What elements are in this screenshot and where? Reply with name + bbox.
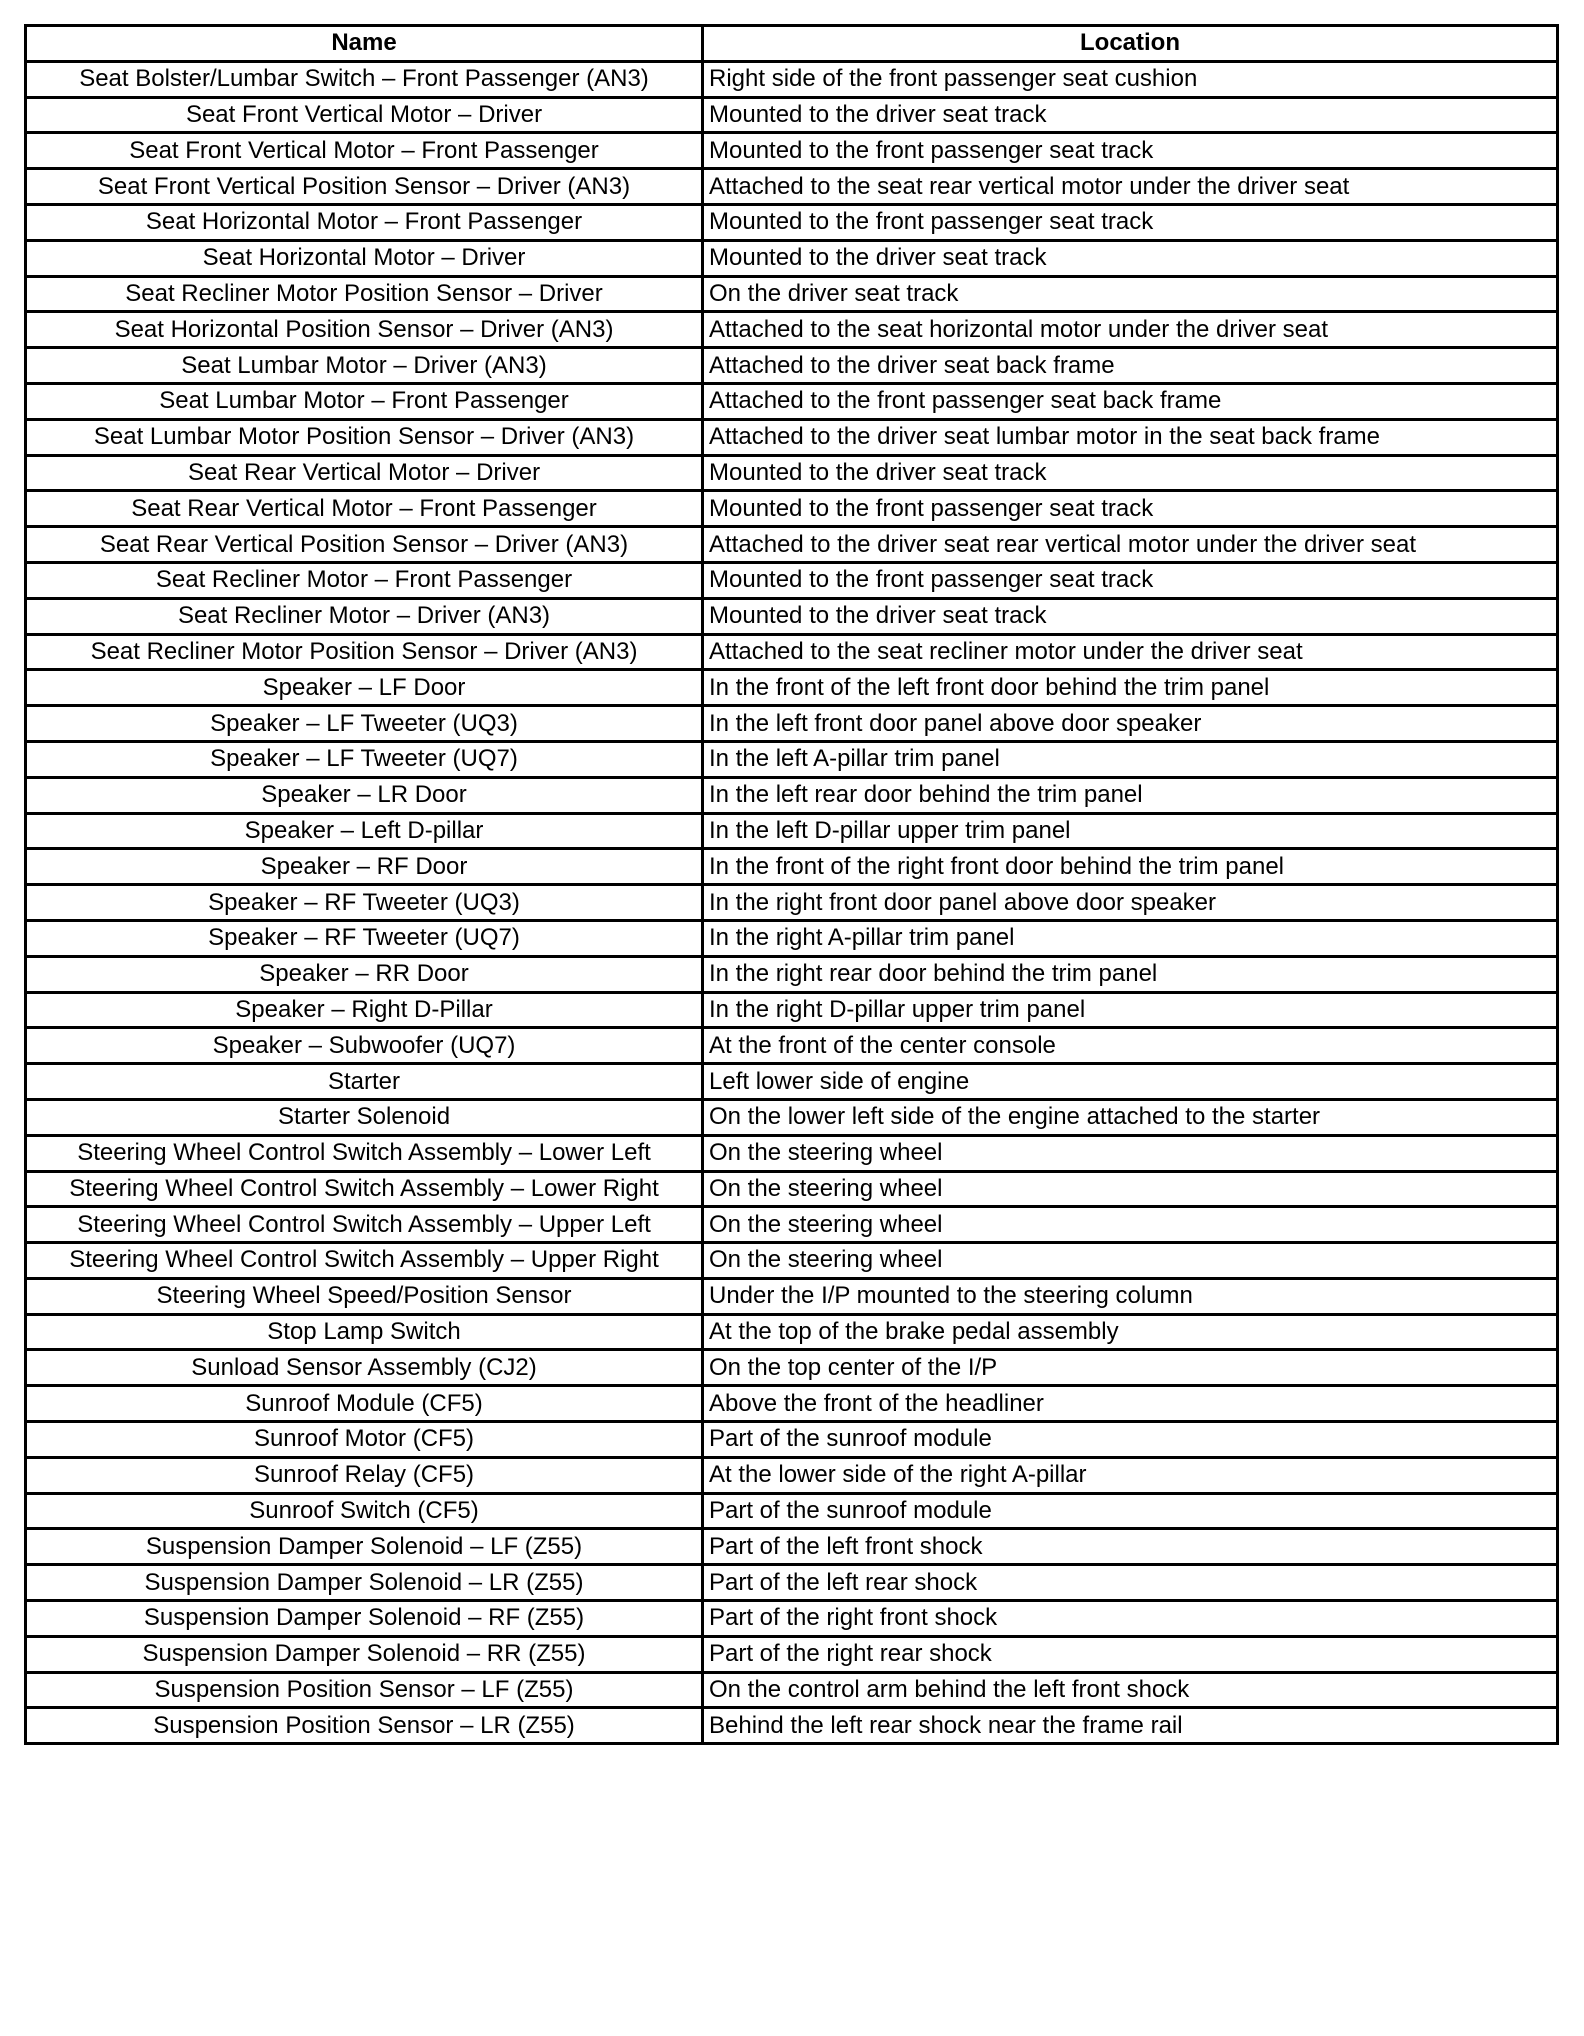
table-row — [26, 133, 1558, 169]
component-location-cell: At the top of the brake pedal assembly — [703, 1314, 1558, 1350]
component-location-cell: Part of the right rear shock — [703, 1636, 1558, 1672]
table-row — [26, 348, 1558, 384]
component-location-cell: On the steering wheel — [703, 1135, 1558, 1171]
component-location-cell: On the lower left side of the engine attached to the starter — [703, 1099, 1558, 1135]
component-name-cell: Seat Front Vertical Position Sensor – Driver (AN3) — [26, 169, 703, 205]
component-location-cell: Attached to the seat horizontal motor under the driver seat — [703, 312, 1558, 348]
component-location-cell: Mounted to the front passenger seat track — [703, 562, 1558, 598]
component-location-cell: Right side of the front passenger seat cushion — [703, 61, 1558, 97]
table-row — [26, 276, 1558, 312]
component-name-cell: Seat Horizontal Motor – Front Passenger — [26, 204, 703, 240]
table-row — [26, 455, 1558, 491]
component-name-cell: Suspension Position Sensor – LR (Z55) — [26, 1708, 703, 1744]
component-location-cell: Attached to the driver seat back frame — [703, 348, 1558, 384]
table-row — [26, 920, 1558, 956]
component-location-cell: On the driver seat track — [703, 276, 1558, 312]
table-row — [26, 1314, 1558, 1350]
table-row — [26, 562, 1558, 598]
component-name-cell: Seat Horizontal Position Sensor – Driver (AN3) — [26, 312, 703, 348]
component-name-cell: Suspension Damper Solenoid – LF (Z55) — [26, 1529, 703, 1565]
component-location-cell: At the front of the center console — [703, 1028, 1558, 1064]
table-row — [26, 1064, 1558, 1100]
component-name-cell: Seat Recliner Motor – Front Passenger — [26, 562, 703, 598]
component-location-cell: Behind the left rear shock near the frame rail — [703, 1708, 1558, 1744]
component-location-cell: In the right front door panel above door speaker — [703, 885, 1558, 921]
component-location-cell: On the steering wheel — [703, 1171, 1558, 1207]
component-location-cell: Mounted to the front passenger seat track — [703, 204, 1558, 240]
component-location-cell: Attached to the driver seat lumbar motor in the seat back frame — [703, 419, 1558, 455]
component-location-cell: Part of the right front shock — [703, 1601, 1558, 1637]
component-location-cell: Part of the left rear shock — [703, 1565, 1558, 1601]
table-row — [26, 491, 1558, 527]
component-location-cell: In the left A-pillar trim panel — [703, 741, 1558, 777]
component-name-cell: Sunload Sensor Assembly (CJ2) — [26, 1350, 703, 1386]
table-row — [26, 1493, 1558, 1529]
component-name-cell: Seat Recliner Motor – Driver (AN3) — [26, 598, 703, 634]
component-location-cell: Attached to the front passenger seat back frame — [703, 383, 1558, 419]
table-row — [26, 1278, 1558, 1314]
table-row — [26, 706, 1558, 742]
table-row — [26, 670, 1558, 706]
table-row — [26, 312, 1558, 348]
component-name-cell: Seat Horizontal Motor – Driver — [26, 240, 703, 276]
component-name-cell: Seat Rear Vertical Motor – Front Passenger — [26, 491, 703, 527]
table-row — [26, 1099, 1558, 1135]
component-location-cell: In the right A-pillar trim panel — [703, 920, 1558, 956]
component-name-cell: Steering Wheel Control Switch Assembly – Upper Left — [26, 1207, 703, 1243]
table-row — [26, 1386, 1558, 1422]
component-name-cell: Speaker – Left D-pillar — [26, 813, 703, 849]
table-row — [26, 419, 1558, 455]
component-location-cell: Mounted to the driver seat track — [703, 97, 1558, 133]
component-location-cell: On the top center of the I/P — [703, 1350, 1558, 1386]
table-row — [26, 1028, 1558, 1064]
component-location-cell: Mounted to the driver seat track — [703, 240, 1558, 276]
component-location-cell: In the front of the left front door behind the trim panel — [703, 670, 1558, 706]
table-row — [26, 956, 1558, 992]
component-name-cell: Steering Wheel Speed/Position Sensor — [26, 1278, 703, 1314]
table-row — [26, 1708, 1558, 1744]
table-row — [26, 813, 1558, 849]
component-name-cell: Stop Lamp Switch — [26, 1314, 703, 1350]
component-name-cell: Sunroof Relay (CF5) — [26, 1457, 703, 1493]
table-row — [26, 1529, 1558, 1565]
component-location-cell: Mounted to the front passenger seat track — [703, 133, 1558, 169]
table-body — [26, 61, 1558, 1743]
component-location-cell: Part of the sunroof module — [703, 1422, 1558, 1458]
table-row — [26, 1601, 1558, 1637]
component-location-cell: Attached to the seat recliner motor under the driver seat — [703, 634, 1558, 670]
table-row — [26, 992, 1558, 1028]
table-row — [26, 849, 1558, 885]
component-name-cell: Seat Lumbar Motor – Driver (AN3) — [26, 348, 703, 384]
component-location-cell: On the control arm behind the left front shock — [703, 1672, 1558, 1708]
component-name-cell: Steering Wheel Control Switch Assembly – Lower Left — [26, 1135, 703, 1171]
component-name-cell: Suspension Position Sensor – LF (Z55) — [26, 1672, 703, 1708]
component-name-cell: Seat Recliner Motor Position Sensor – Driver (AN3) — [26, 634, 703, 670]
component-location-cell: On the steering wheel — [703, 1207, 1558, 1243]
component-name-cell: Speaker – RF Tweeter (UQ7) — [26, 920, 703, 956]
component-name-cell: Seat Lumbar Motor Position Sensor – Driver (AN3) — [26, 419, 703, 455]
header-location: Location — [703, 26, 1558, 62]
component-location-cell: In the left D-pillar upper trim panel — [703, 813, 1558, 849]
table-header-row — [26, 26, 1558, 62]
component-name-cell: Seat Lumbar Motor – Front Passenger — [26, 383, 703, 419]
component-location-cell: Mounted to the driver seat track — [703, 455, 1558, 491]
component-name-cell: Suspension Damper Solenoid – LR (Z55) — [26, 1565, 703, 1601]
component-name-cell: Seat Front Vertical Motor – Front Passenger — [26, 133, 703, 169]
component-name-cell: Starter — [26, 1064, 703, 1100]
component-name-cell: Seat Front Vertical Motor – Driver — [26, 97, 703, 133]
table-row — [26, 1565, 1558, 1601]
component-location-cell: On the steering wheel — [703, 1243, 1558, 1279]
component-location-cell: In the right D-pillar upper trim panel — [703, 992, 1558, 1028]
component-location-cell: Under the I/P mounted to the steering column — [703, 1278, 1558, 1314]
component-name-cell: Speaker – RR Door — [26, 956, 703, 992]
table-row — [26, 634, 1558, 670]
component-location-cell: Part of the sunroof module — [703, 1493, 1558, 1529]
table-row — [26, 1171, 1558, 1207]
component-name-cell: Suspension Damper Solenoid – RR (Z55) — [26, 1636, 703, 1672]
header-name: Name — [26, 26, 703, 62]
component-name-cell: Speaker – Right D-Pillar — [26, 992, 703, 1028]
table-row — [26, 885, 1558, 921]
component-name-cell: Speaker – LF Tweeter (UQ7) — [26, 741, 703, 777]
component-location-cell: In the right rear door behind the trim panel — [703, 956, 1558, 992]
table-row — [26, 1207, 1558, 1243]
component-location-cell: Attached to the driver seat rear vertical motor under the driver seat — [703, 527, 1558, 563]
component-location-cell: Mounted to the front passenger seat track — [703, 491, 1558, 527]
table-row — [26, 741, 1558, 777]
table-row — [26, 240, 1558, 276]
table-row — [26, 169, 1558, 205]
component-name-cell: Speaker – LF Door — [26, 670, 703, 706]
component-location-cell: At the lower side of the right A-pillar — [703, 1457, 1558, 1493]
component-location-cell: In the left rear door behind the trim panel — [703, 777, 1558, 813]
component-name-cell: Sunroof Module (CF5) — [26, 1386, 703, 1422]
table-row — [26, 1672, 1558, 1708]
component-location-cell: In the front of the right front door behind the trim panel — [703, 849, 1558, 885]
table-row — [26, 1243, 1558, 1279]
table-row — [26, 1422, 1558, 1458]
component-name-cell: Suspension Damper Solenoid – RF (Z55) — [26, 1601, 703, 1637]
component-location-cell: Above the front of the headliner — [703, 1386, 1558, 1422]
component-name-cell: Seat Rear Vertical Position Sensor – Driver (AN3) — [26, 527, 703, 563]
component-name-cell: Speaker – LF Tweeter (UQ3) — [26, 706, 703, 742]
table-row — [26, 1350, 1558, 1386]
table-row — [26, 61, 1558, 97]
component-location-cell: In the left front door panel above door speaker — [703, 706, 1558, 742]
table-row — [26, 204, 1558, 240]
table-row — [26, 1636, 1558, 1672]
component-name-cell: Speaker – Subwoofer (UQ7) — [26, 1028, 703, 1064]
component-location-cell: Left lower side of engine — [703, 1064, 1558, 1100]
component-name-cell: Steering Wheel Control Switch Assembly – Upper Right — [26, 1243, 703, 1279]
component-location-cell: Part of the left front shock — [703, 1529, 1558, 1565]
component-name-cell: Speaker – RF Tweeter (UQ3) — [26, 885, 703, 921]
component-location-table — [24, 24, 1559, 1745]
component-name-cell: Seat Recliner Motor Position Sensor – Driver — [26, 276, 703, 312]
table-row — [26, 527, 1558, 563]
component-name-cell: Starter Solenoid — [26, 1099, 703, 1135]
component-name-cell: Speaker – LR Door — [26, 777, 703, 813]
component-name-cell: Sunroof Switch (CF5) — [26, 1493, 703, 1529]
component-name-cell: Seat Bolster/Lumbar Switch – Front Passenger (AN3) — [26, 61, 703, 97]
table-row — [26, 598, 1558, 634]
table-row — [26, 777, 1558, 813]
table-row — [26, 1457, 1558, 1493]
table-row — [26, 97, 1558, 133]
component-name-cell: Seat Rear Vertical Motor – Driver — [26, 455, 703, 491]
component-location-cell: Mounted to the driver seat track — [703, 598, 1558, 634]
component-name-cell: Sunroof Motor (CF5) — [26, 1422, 703, 1458]
table-row — [26, 1135, 1558, 1171]
table-row — [26, 383, 1558, 419]
component-name-cell: Speaker – RF Door — [26, 849, 703, 885]
component-name-cell: Steering Wheel Control Switch Assembly – Lower Right — [26, 1171, 703, 1207]
component-location-cell: Attached to the seat rear vertical motor under the driver seat — [703, 169, 1558, 205]
